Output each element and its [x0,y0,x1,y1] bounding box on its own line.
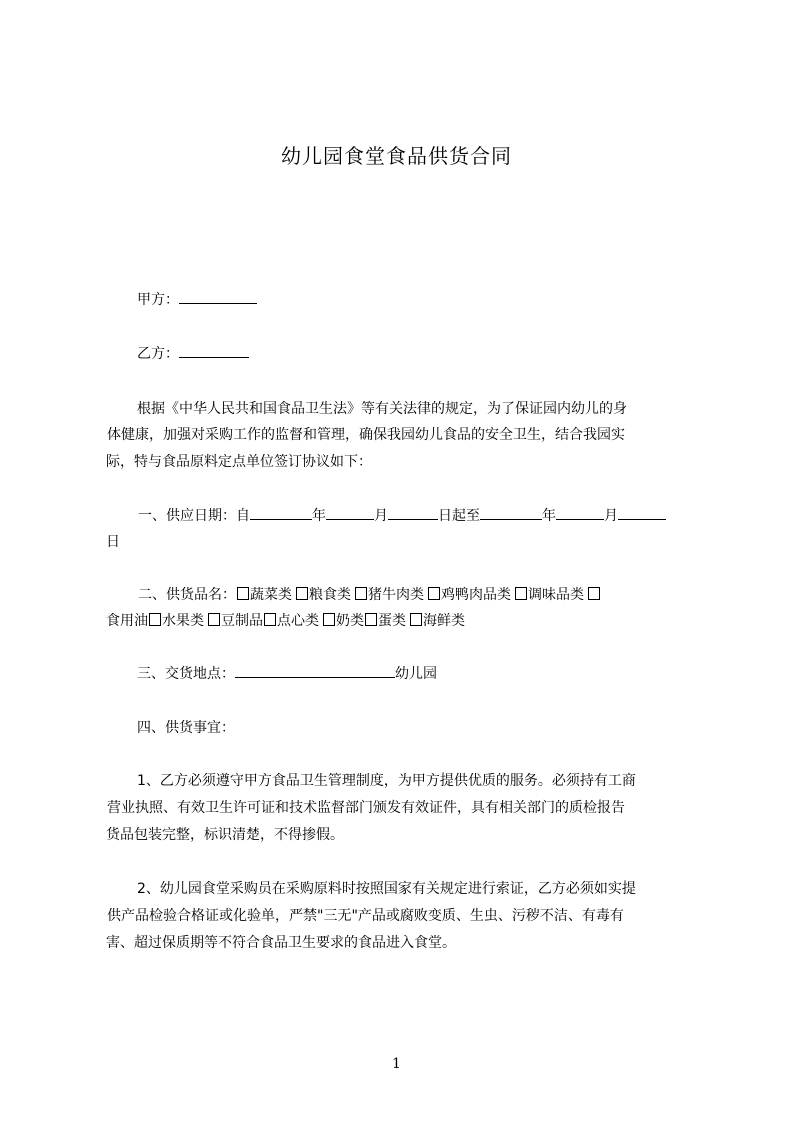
supply-date-day-unit: 日 [106,534,120,550]
goods-item-eggs: 蛋类 [378,613,406,629]
checkbox-eggs[interactable] [365,613,377,626]
checkbox-poultry[interactable] [428,587,440,600]
goods-item-pork-beef: 猪牛肉类 [368,587,424,603]
end-month-blank[interactable] [556,505,604,520]
checkbox-pastry[interactable] [264,613,276,626]
delivery-location-blank[interactable] [235,663,395,678]
delivery-location-label: 三、交货地点： [137,666,235,682]
party-a-line [137,289,737,311]
goods-item-vegetables: 蔬菜类 [250,587,292,603]
checkbox-grain[interactable] [296,587,308,600]
party-a-label: 甲方： [137,292,179,308]
clause-1-line-2: 营业执照、有效卫生许可证和技术监督部门颁发有效证件，具有相关部门的质检报告 [107,800,625,816]
clause-2-line-1: 2、幼儿园食堂采购员在采购原料时按照国家有关规定进行索证，乙方必须如实提 [137,881,636,897]
checkbox-seasoning[interactable] [515,587,527,600]
delivery-location-suffix: 幼儿园 [395,666,437,682]
checkbox-fruit[interactable] [149,613,161,626]
start-month-blank[interactable] [326,505,374,520]
clause-1-line-1: 1、乙方必须遵守甲方食品卫生管理制度，为甲方提供优质的服务。必须持有工商 [137,773,636,789]
goods-item-poultry: 鸡鸭肉品类 [441,587,511,603]
party-b-line [137,343,737,365]
goods-item-pastry: 点心类 [277,613,319,629]
goods-item-seafood: 海鲜类 [423,613,465,629]
checkbox-cooking-oil[interactable] [588,587,600,600]
preamble-line-2: 体健康，加强对采购工作的监督和管理，确保我园幼儿食品的安全卫生，结合我园实 [107,427,625,443]
goods-item-cooking-oil: 食用油 [106,613,148,629]
supply-date-label: 一、供应日期：自 [138,508,250,524]
end-day-blank[interactable] [618,505,666,520]
checkbox-seafood[interactable] [410,613,422,626]
checkbox-bean-products[interactable] [208,613,220,626]
clause-2-line-2: 供产品检验合格证或化验单，严禁"三无"产品或腐败变质、生虫、污秽不洁、有毒有 [107,908,624,924]
goods-item-seasoning: 调味品类 [528,587,584,603]
document-title: 幼儿园食堂食品供货合同 [281,144,512,168]
goods-item-fruit: 水果类 [162,613,204,629]
checkbox-pork-beef[interactable] [355,587,367,600]
party-b-blank[interactable] [179,343,249,358]
clause-2-line-3: 害、超过保质期等不符合食品卫生要求的食品进入食堂。 [106,935,456,951]
checkbox-vegetables[interactable] [237,587,249,600]
end-year-blank[interactable] [480,505,542,520]
start-day-unit: 日起至 [438,508,480,524]
party-b-label: 乙方： [137,346,179,362]
start-year-unit: 年 [312,508,326,524]
delivery-location-line [137,663,737,685]
page-number: 1 [392,1056,401,1072]
goods-line-2 [106,610,706,632]
goods-item-bean-products: 豆制品 [221,613,263,629]
preamble-line-1: 根据《中华人民共和国食品卫生法》等有关法律的规定，为了保证园内幼儿的身 [137,401,627,417]
end-month-unit: 月 [604,508,618,524]
start-year-blank[interactable] [250,505,312,520]
start-day-blank[interactable] [388,505,438,520]
goods-line-1 [138,584,738,606]
clause-1-line-3: 货品包装完整，标识清楚，不得掺假。 [106,827,344,843]
party-a-blank[interactable] [179,289,257,304]
goods-item-grain: 粮食类 [309,587,351,603]
start-month-unit: 月 [374,508,388,524]
supply-matters-heading: 四、供货事宜： [137,720,235,736]
supply-date-line [138,505,738,527]
end-year-unit: 年 [542,508,556,524]
checkbox-dairy[interactable] [323,613,335,626]
goods-item-dairy: 奶类 [336,613,364,629]
preamble-line-3: 际，特与食品原料定点单位签订协议如下： [106,454,372,470]
goods-label: 二、供货品名： [138,587,236,603]
